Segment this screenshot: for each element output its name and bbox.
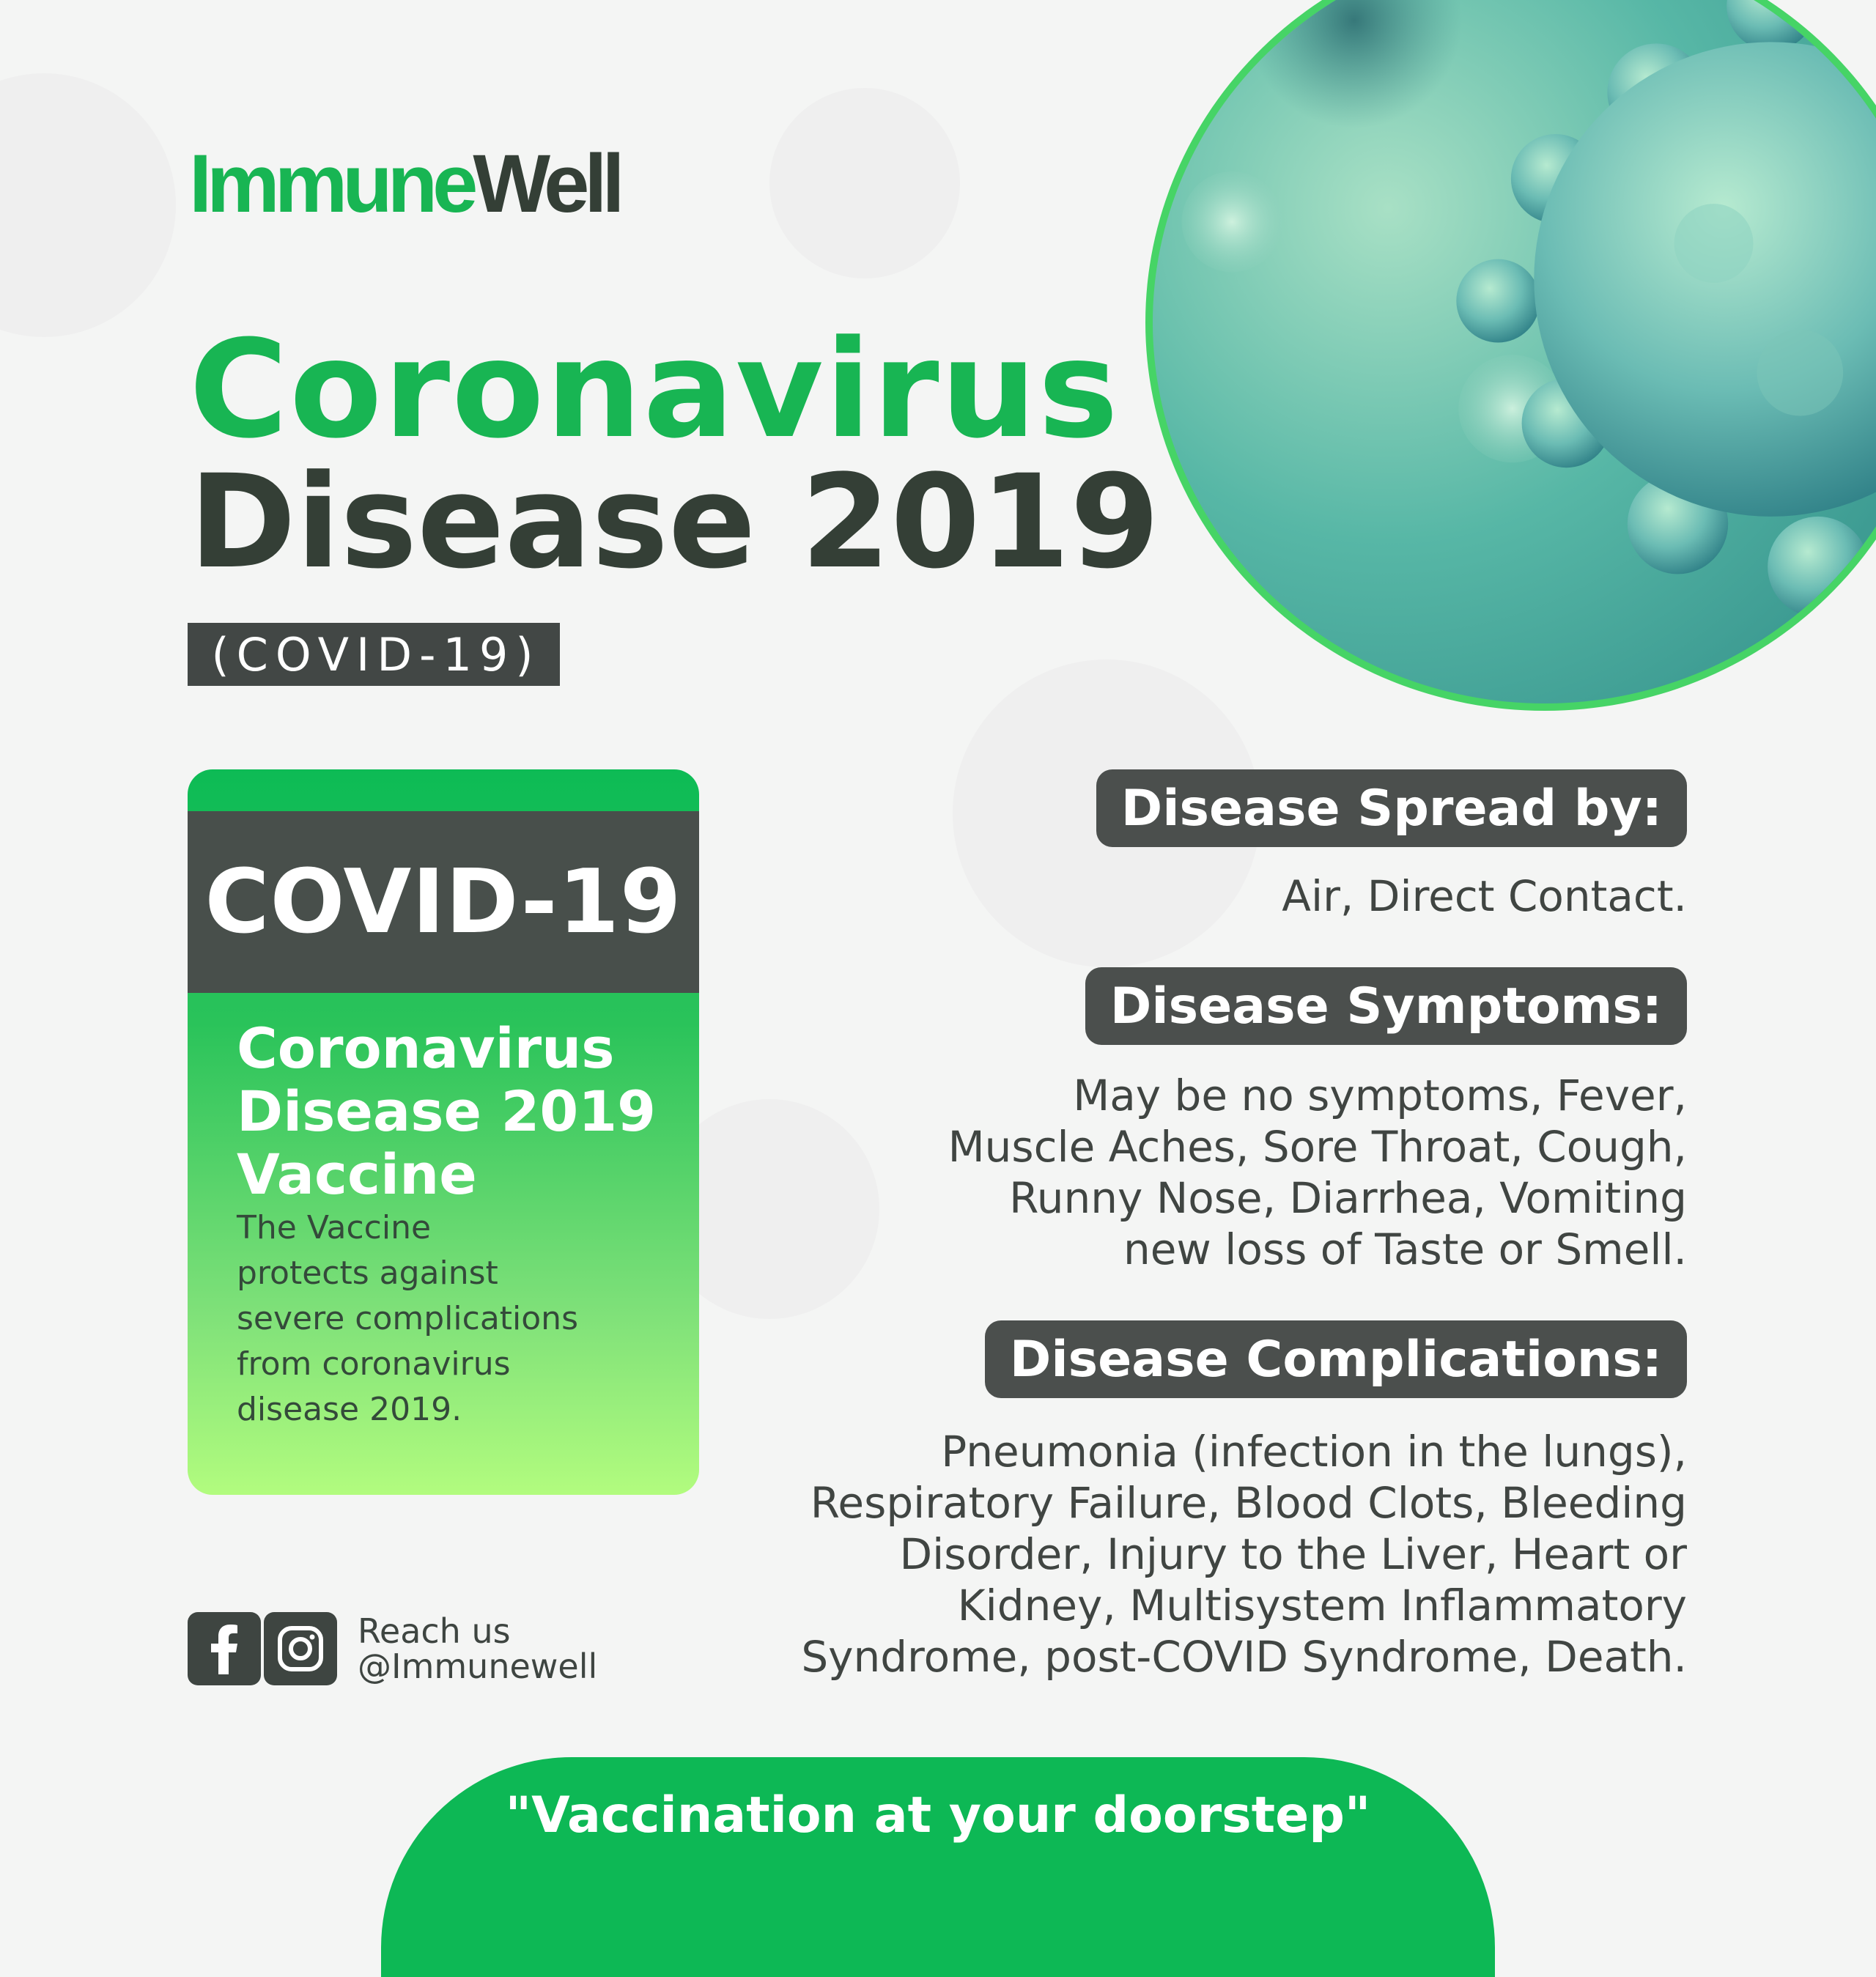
card-title-line: Vaccine xyxy=(237,1142,477,1207)
symptoms-heading: Disease Symptoms: xyxy=(1109,977,1662,1035)
card-title-line: Disease 2019 xyxy=(237,1079,656,1144)
complications-line: Disorder, Injury to the Liver, Heart or xyxy=(899,1529,1687,1579)
complications-heading-tag xyxy=(985,1320,1687,1398)
vaccine-card xyxy=(188,769,699,1495)
brand-part1: Immune xyxy=(189,138,473,229)
background-blob xyxy=(0,73,176,337)
complications-heading: Disease Complications: xyxy=(1009,1330,1662,1389)
symptoms-line: new loss of Taste or Smell. xyxy=(1123,1224,1687,1274)
reach-us-text xyxy=(358,1611,598,1686)
spread-heading: Disease Spread by: xyxy=(1120,779,1662,838)
brand-part2: Well xyxy=(473,138,620,229)
card-body-line: disease 2019. xyxy=(237,1391,462,1428)
spread-line: Air, Direct Contact. xyxy=(1282,871,1687,921)
complications-line: Kidney, Multisystem Inflammatory xyxy=(957,1581,1687,1630)
facebook-glyph xyxy=(202,1623,246,1674)
brand-logo xyxy=(189,138,620,229)
symptoms-line: Runny Nose, Diarrhea, Vomiting xyxy=(1009,1173,1687,1223)
card-body-line: protects against xyxy=(237,1254,498,1292)
complications-line: Syndrome, post-COVID Syndrome, Death. xyxy=(801,1632,1687,1682)
spread-heading-tag xyxy=(1096,769,1687,847)
spread-text xyxy=(698,871,1687,922)
symptoms-heading-tag xyxy=(1085,967,1687,1045)
page-title-line2: Disease 2019 xyxy=(189,447,1160,597)
instagram-icon[interactable] xyxy=(264,1612,337,1685)
reach-us-handle[interactable]: @Immunewell xyxy=(358,1647,598,1686)
card-band xyxy=(188,811,699,993)
virus-illustration xyxy=(1145,0,1876,711)
card-body-line: from coronavirus xyxy=(237,1345,511,1383)
complications-line: Respiratory Failure, Blood Clots, Bleeding xyxy=(810,1478,1687,1528)
complications-line: Pneumonia (infection in the lungs), xyxy=(941,1427,1687,1477)
social-block xyxy=(188,1612,597,1685)
facebook-icon[interactable] xyxy=(188,1612,261,1685)
covid-subtitle-tag xyxy=(188,623,560,686)
card-body-line: severe complications xyxy=(237,1300,578,1337)
symptoms-line: Muscle Aches, Sore Throat, Cough, xyxy=(948,1122,1687,1172)
card-title-line: Coronavirus xyxy=(237,1016,615,1081)
footer-tagline: "Vaccination at your doorstep" xyxy=(505,1786,1371,1844)
card-band-label: COVID-19 xyxy=(204,851,682,953)
symptoms-line: May be no symptoms, Fever, xyxy=(1073,1071,1687,1120)
symptoms-text xyxy=(698,1070,1687,1275)
complications-text xyxy=(698,1426,1687,1682)
virus-graphic xyxy=(1153,0,1876,703)
instagram-glyph xyxy=(276,1625,325,1673)
card-body-line: The Vaccine xyxy=(237,1209,432,1246)
card-body xyxy=(237,1205,676,1433)
background-blob xyxy=(769,88,960,278)
card-title xyxy=(237,1017,691,1206)
page-title-line1: Coronavirus xyxy=(189,311,1120,468)
reach-us-line1: Reach us xyxy=(358,1611,511,1651)
covid-subtitle-text: (COVID-19) xyxy=(211,627,541,681)
